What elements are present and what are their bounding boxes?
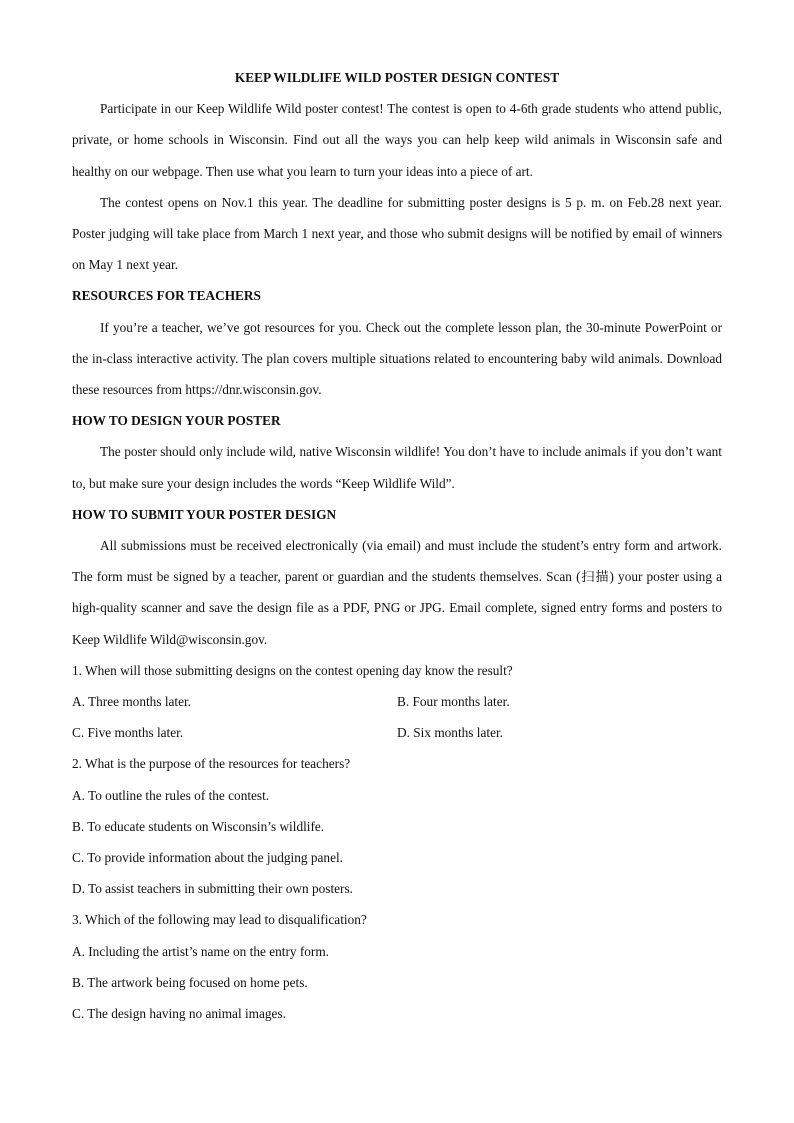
dates-paragraph: The contest opens on Nov.1 this year. The deadline for submitting poster designs is 5 p. m. on Feb.28 next year. Poster judging will take place from March 1 next year, and those who submit designs will be notified by email of winners on May 1 next year. bbox=[72, 194, 722, 273]
section-heading-design: HOW TO DESIGN YOUR POSTER bbox=[72, 413, 281, 429]
question-1-options-row-1 bbox=[72, 686, 722, 717]
question-1-option-c: C. Five months later. bbox=[72, 725, 184, 741]
question-1-options-row-2 bbox=[72, 717, 722, 748]
question-2-option-a: A. To outline the rules of the contest. bbox=[72, 787, 270, 803]
question-2-option-c: C. To provide information about the judging panel. bbox=[72, 850, 343, 866]
question-3-stem: 3. Which of the following may lead to disqualification? bbox=[72, 912, 367, 928]
question-1-option-a: A. Three months later. bbox=[72, 694, 192, 710]
question-2-option-d: D. To assist teachers in submitting their own posters. bbox=[72, 881, 353, 897]
section-text-resources: If you’re a teacher, we’ve got resources for you. Check out the complete lesson plan, the 30-minute PowerPoint or the in-class interactive activity. The plan covers multiple situations related to encountering baby wild animals. Download these resources from https://dnr.wisconsin.gov. bbox=[72, 319, 722, 398]
question-3-option-b: B. The artwork being focused on home pets. bbox=[72, 974, 308, 990]
question-2-stem: 2. What is the purpose of the resources for teachers? bbox=[72, 756, 351, 772]
section-heading-resources: RESOURCES FOR TEACHERS bbox=[72, 288, 261, 304]
question-3-option-a: A. Including the artist’s name on the entry form. bbox=[72, 943, 330, 959]
question-1-option-d: D. Six months later. bbox=[397, 725, 504, 741]
document-page bbox=[72, 60, 722, 1029]
intro-paragraph: Participate in our Keep Wildlife Wild poster contest! The contest is open to 4-6th grade students who attend public, private, or home schools in Wisconsin. Find out all the ways you can help keep wild animals in Wisconsin safe and healthy on our webpage. Then use what you learn to turn your ideas into a piece of art. bbox=[72, 101, 722, 179]
question-1-option-b: B. Four months later. bbox=[397, 694, 510, 710]
page-title: KEEP WILDLIFE WILD POSTER DESIGN CONTEST bbox=[234, 70, 560, 85]
question-1-stem: 1. When will those submitting designs on the contest opening day know the result? bbox=[72, 662, 513, 678]
section-text-design: The poster should only include wild, native Wisconsin wildlife! You don’t have to include animals if you don’t want to, but make sure your design includes the words “Keep Wildlife Wild”. bbox=[72, 444, 722, 491]
section-text-submit: All submissions must be received electronically (via email) and must include the student’s entry form and artwork. The form must be signed by a teacher, parent or guardian and the students themselves. Scan (扫描) your poster using a high-quality scanner and save the design file as a PDF, PNG or JPG. Email complete, signed entry forms and posters to Keep Wildlife Wild@wisconsin.gov. bbox=[72, 538, 722, 647]
question-3-option-c: C. The design having no animal images. bbox=[72, 1006, 286, 1022]
question-2-option-b: B. To educate students on Wisconsin’s wildlife. bbox=[72, 818, 325, 834]
section-heading-submit: HOW TO SUBMIT YOUR POSTER DESIGN bbox=[72, 506, 337, 522]
